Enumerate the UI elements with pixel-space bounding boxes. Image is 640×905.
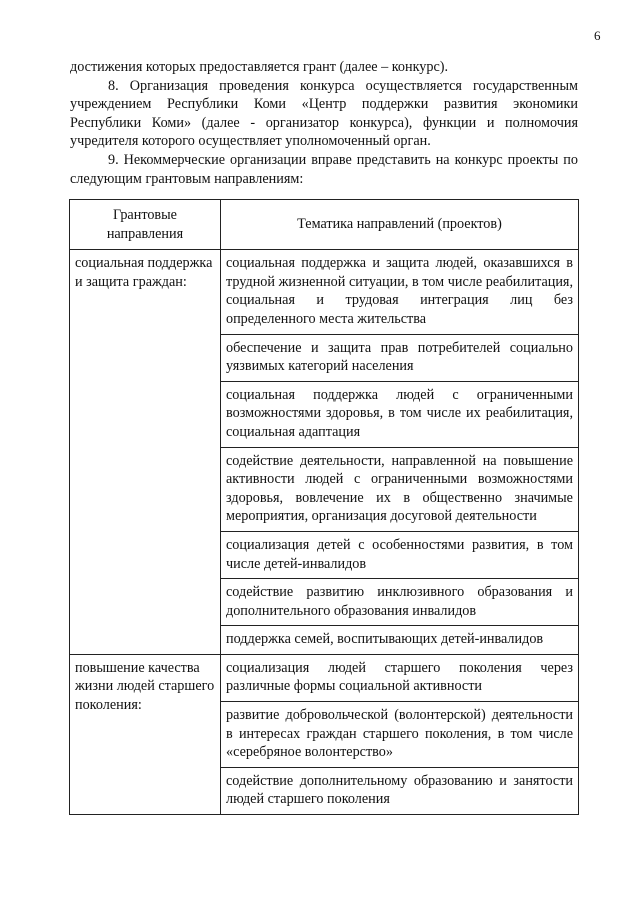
direction-cell: социальная поддержка и защита граждан:	[70, 250, 221, 655]
topic-cell: социализация детей с особенностями развития, в том числе детей-инвалидов	[221, 531, 579, 578]
topic-cell: содействие деятельности, направленной на повышение активности людей с ограниченными возможностями здоровья, вовлечение их в общественно значимые мероприятия, организация досуговой деятельности	[221, 447, 579, 531]
body-text	[70, 58, 578, 188]
page-number: 6	[594, 28, 601, 43]
paragraph: 9. Некоммерческие организации вправе представить на конкурс проекты по следующим грантовым направлениям:	[70, 151, 578, 187]
column-header-topics: Тематика направлений (проектов)	[221, 200, 579, 250]
paragraph: 8. Организация проведения конкурса осуществляется государственным учреждением Республики Коми «Центр поддержки развития экономики Республики Коми» (далее - организатор конкурса), функции и полномочия учредителя которого осуществляет уполномоченный орган.	[70, 77, 578, 150]
topic-cell: развитие добровольческой (волонтерской) деятельности в интересах граждан старшего поколения, в том числе «серебряное волонтерство»	[221, 702, 579, 768]
grant-directions-table	[69, 199, 579, 815]
topic-cell: социальная поддержка и защита людей, оказавшихся в трудной жизненной ситуации, в том числе реабилитация, социальная и трудовая интеграция лиц без определенного места жительства	[221, 250, 579, 334]
direction-cell: повышение качества жизни людей старшего поколения:	[70, 654, 221, 814]
table-row	[70, 250, 579, 334]
topic-cell: поддержка семей, воспитывающих детей-инвалидов	[221, 626, 579, 655]
table-row	[70, 654, 579, 701]
topic-cell: обеспечение и защита прав потребителей социально уязвимых категорий населения	[221, 334, 579, 381]
topic-cell: социализация людей старшего поколения через различные формы социальной активности	[221, 654, 579, 701]
table-header-row	[70, 200, 579, 250]
topic-cell: социальная поддержка людей с ограниченными возможностями здоровья, в том числе их реабилитация, социальная адаптация	[221, 381, 579, 447]
topic-cell: содействие дополнительному образованию и занятости людей старшего поколения	[221, 767, 579, 814]
paragraph: достижения которых предоставляется грант (далее – конкурс).	[70, 59, 449, 75]
topic-cell: содействие развитию инклюзивного образования и дополнительного образования инвалидов	[221, 579, 579, 626]
column-header-directions: Грантовые направления	[70, 200, 221, 250]
